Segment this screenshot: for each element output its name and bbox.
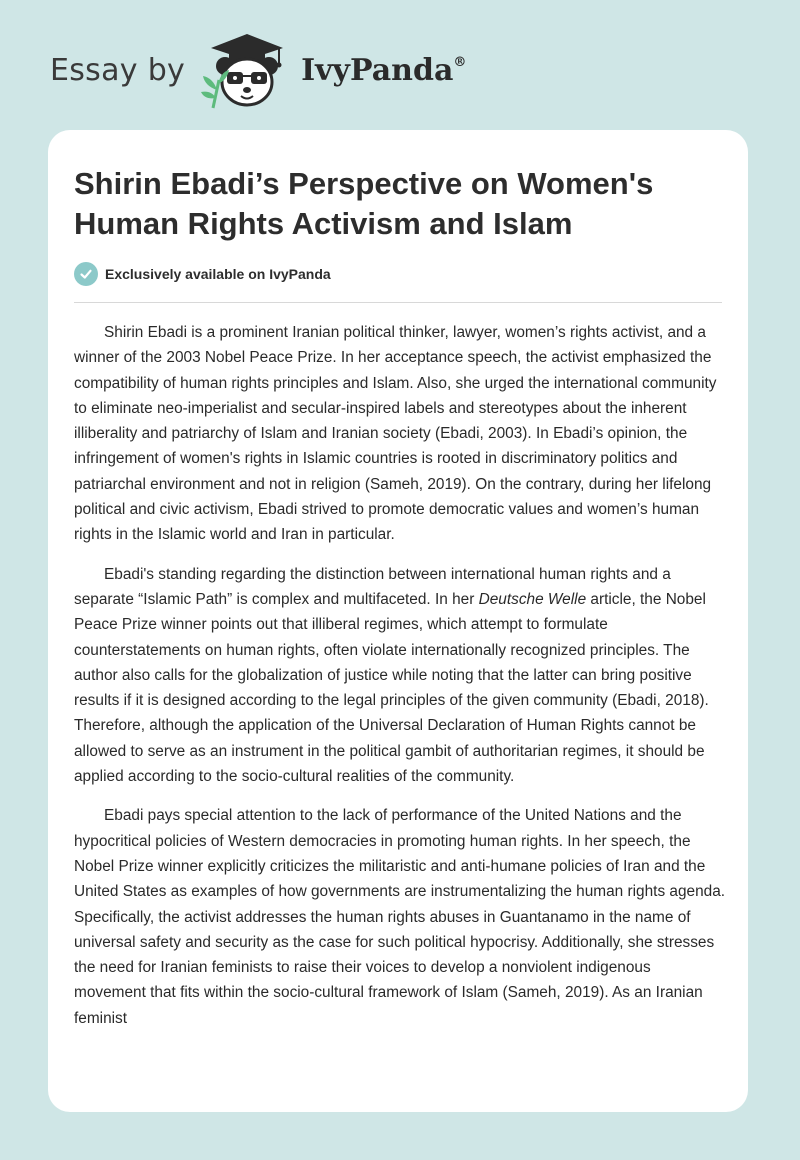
essay-title: Shirin Ebadi’s Perspective on Women's Human Rights Activism and Islam — [74, 166, 654, 241]
brand-text: IvyPanda — [301, 52, 454, 88]
paragraph-1: Shirin Ebadi is a prominent Iranian political thinker, lawyer, women’s rights activist, and a winner of the 2003 Nobel Peace Prize. In her acceptance speech, the activist emphasized the compatibility of human rights principles and Islam. Also, she urged the international community to eliminate neo-imperialist and secular-inspired labels and stereotypes about the inherent illiberality and patriarchy of Islam and Iranian society (Ebadi, 2003). In Ebadi’s opinion, the infringement of women's rights in Islamic countries is rooted in discriminatory politics and patriarchal environment and not in religion (Sameh, 2019). On the contrary, during her lifelong political and civic activism, Ebadi strived to promote democratic values and women’s human rights in the Islamic world and Iran in particular. — [74, 324, 717, 544]
paragraph-2 — [74, 562, 726, 790]
brand-name[interactable] — [301, 53, 466, 88]
divider — [74, 302, 722, 303]
check-circle-icon — [74, 262, 98, 286]
site-header — [50, 30, 466, 110]
paragraph-2-start: Ebadi's standing regarding the distinction between international human rights and a separate “Islamic Path” is complex and multifaceted. In her — [74, 565, 671, 608]
exclusive-label: Exclusively available on IvyPanda — [105, 266, 331, 282]
paragraph-3: Ebadi pays special attention to the lack of performance of the United Nations and the hypocritical policies of Western democracies in promoting human rights. In her speech, the Nobel Prize winner explicitly criticizes the militaristic and anti-humane policies of Iran and the United States as examples of how governments are instrumentalizing the human rights agenda. Specifically, the activist addresses the human rights abuses in Guantanamo in the name of universal safety and security as the case for such political hypocrisy. Additionally, she stresses the need for Iranian feminists to raise their voices to develop a nonviolent indigenous movement that fits within the socio-cultural framework of Islam (Sameh, 2019). As an Iranian feminist — [74, 807, 726, 1027]
essay-by-label: Essay by — [50, 52, 186, 88]
paragraph-2-end: article, the Nobel Peace Prize winner points out that illiberal regimes, which attempt to formulate counterstatements on human rights, often violate internationally recognized principles. The author also calls for the globalization of justice while noting that the latter can bring positive results if it is designed according to the legal principles of the given community (Ebadi, 2018). Therefore, although the application of the Universal Declaration of Human Rights cannot be allowed to serve as an instrument in the political gambit of authoritarian regimes, it should be applied according to the socio-cultural realities of the community. — [74, 590, 709, 786]
exclusive-badge — [74, 262, 331, 286]
panda-logo-icon — [199, 30, 295, 110]
trademark-symbol: ® — [453, 54, 467, 70]
source-title: Deutsche Welle — [478, 590, 587, 608]
essay-card — [48, 130, 748, 1112]
essay-body — [74, 320, 726, 1045]
